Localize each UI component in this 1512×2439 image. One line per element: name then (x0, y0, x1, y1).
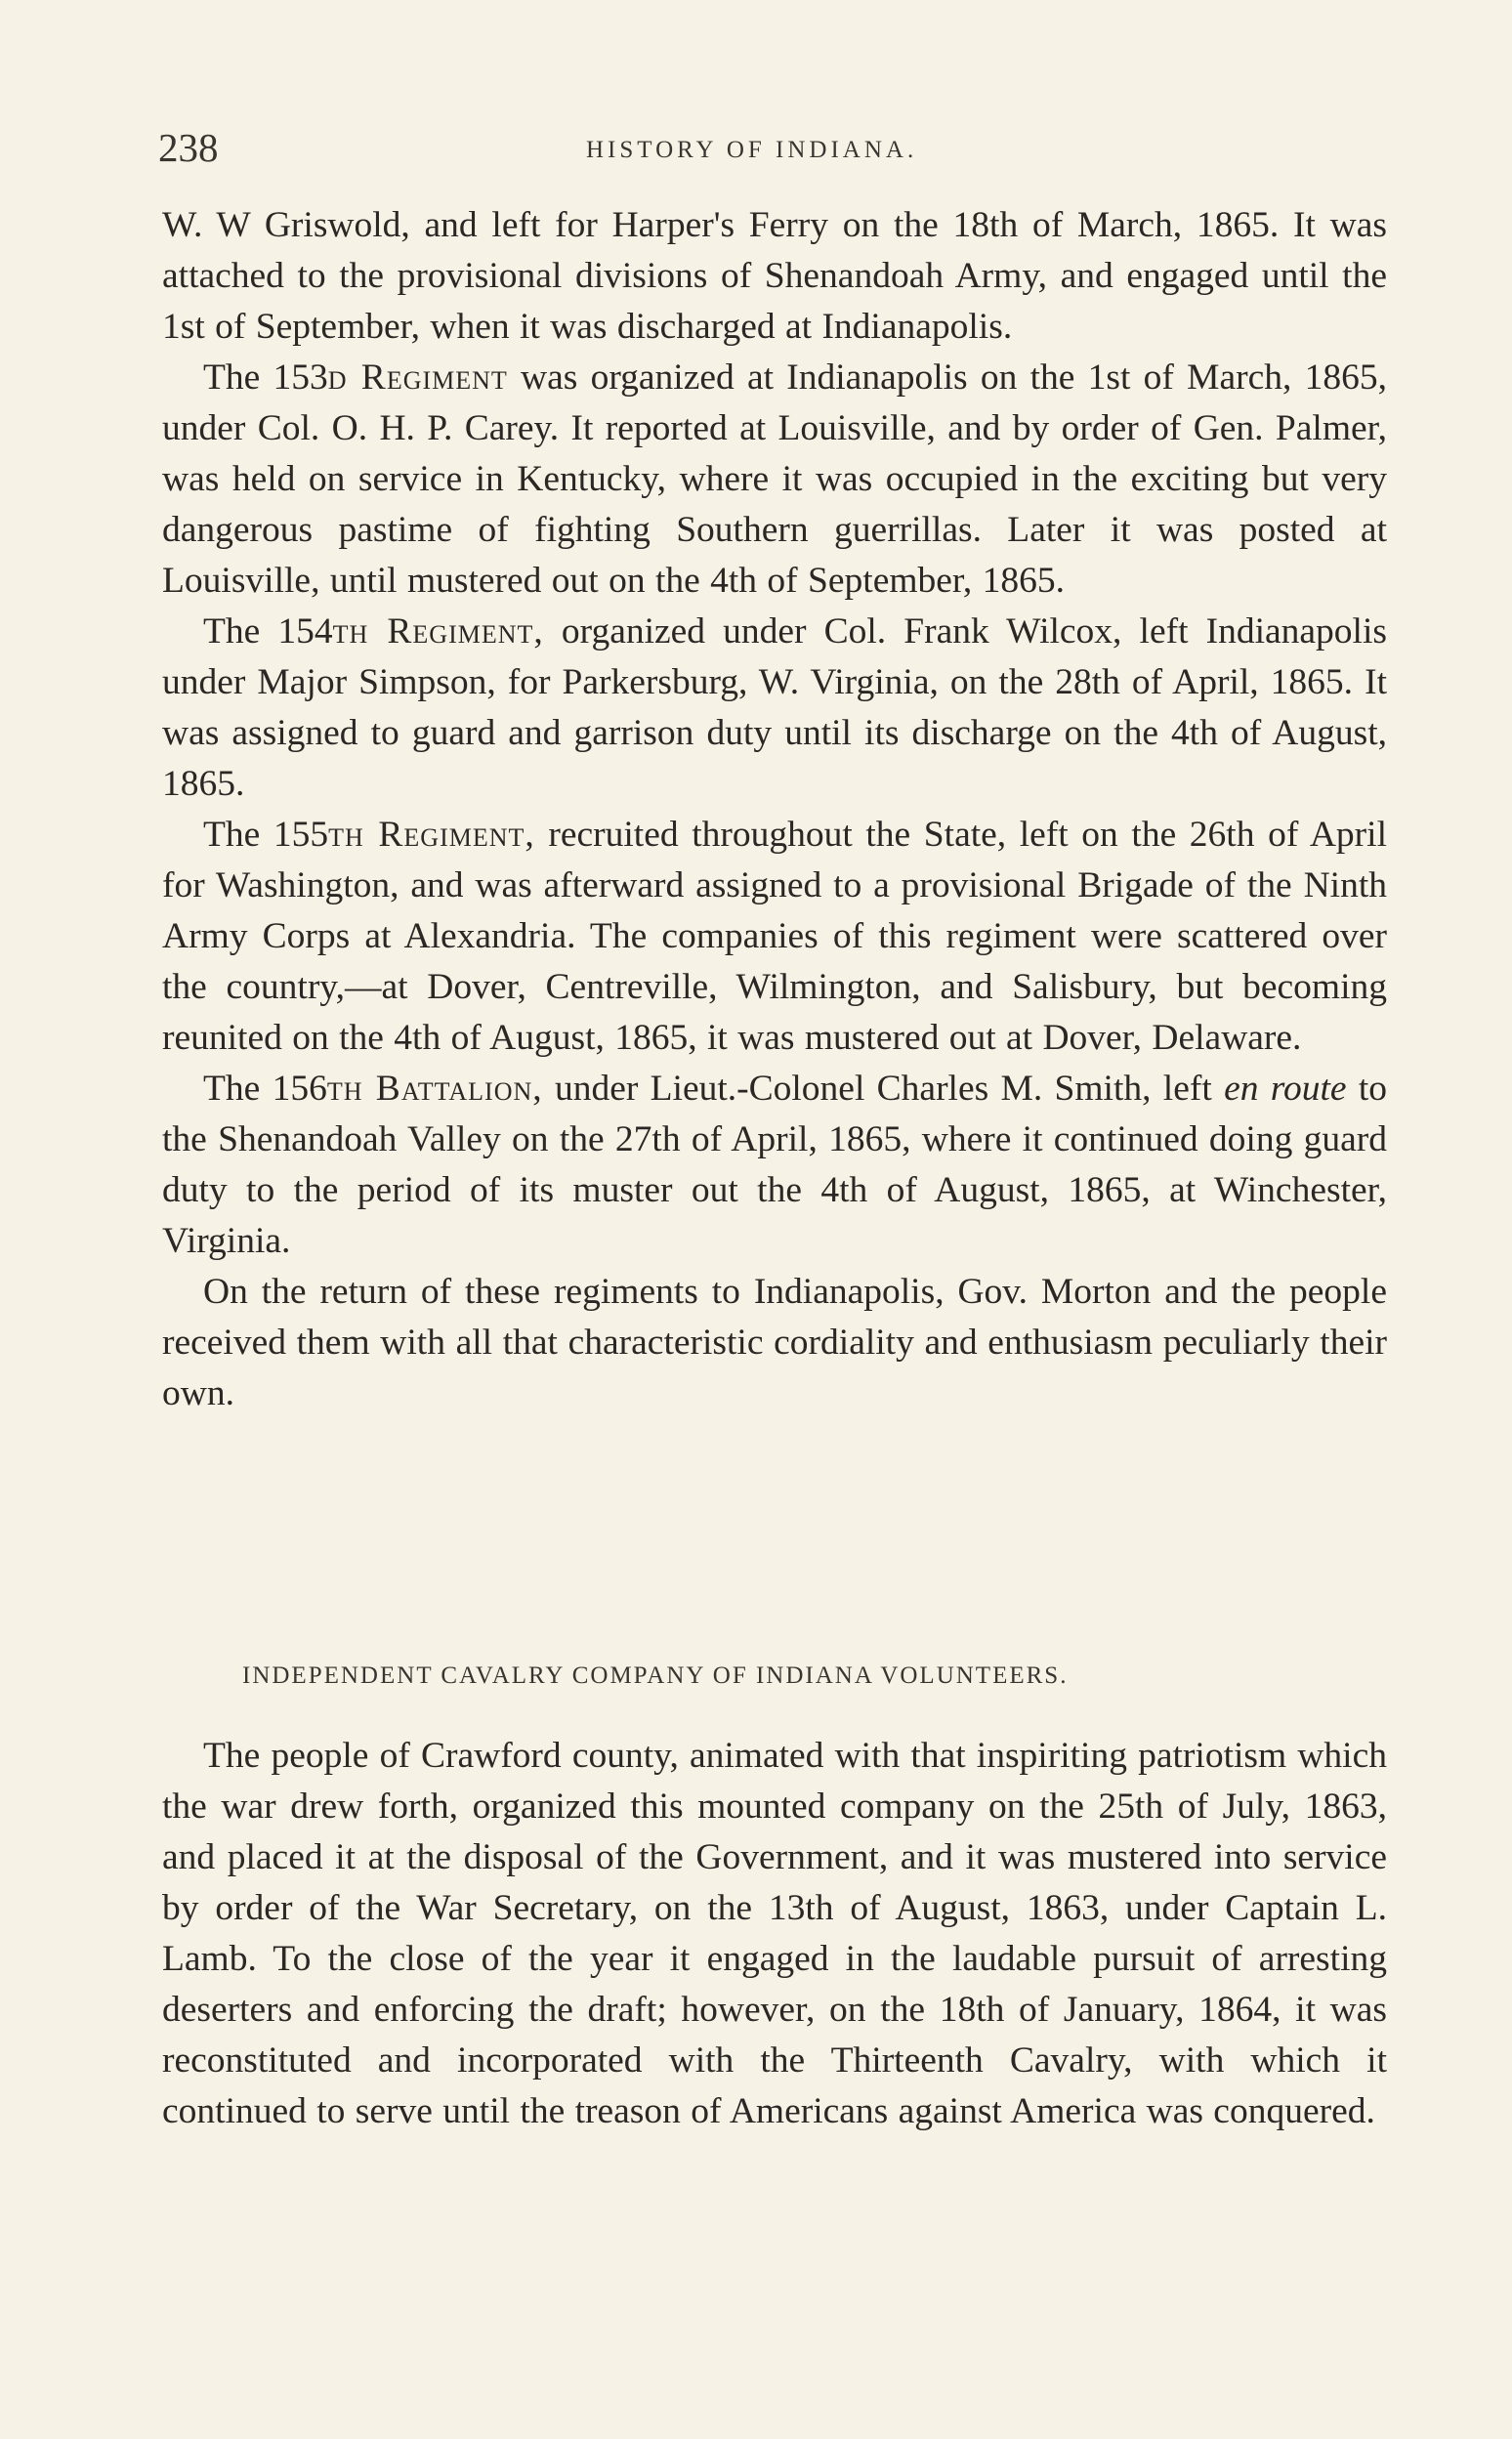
text-run: The 154 (203, 611, 333, 652)
paragraph-154th-regiment (162, 607, 1387, 810)
running-head: HISTORY OF INDIANA. (586, 137, 918, 163)
page-number: 238 (158, 125, 219, 170)
section-heading: INDEPENDENT CAVALRY COMPANY OF INDIANA VOLUNTEERS. (242, 1662, 1069, 1689)
paragraph-return (162, 1267, 1387, 1419)
text-run: to the Shenandoah Valley on the 27th of April, 1865, where it continued doing guard duty to the period of its muster out the 4th of August, 1865, at Winchester, Virginia. (162, 1069, 1388, 1261)
regiment-name: d Regiment (327, 357, 508, 398)
battalion-name: th Battalion, (326, 1069, 543, 1109)
page-header (156, 123, 1391, 172)
paragraph-155th-regiment (162, 810, 1387, 1064)
text-run: W. W Griswold, and left for Harper's Ferry on the 18th of March, 1865. It was attached to the provisional divisions of Shenandoah Army, and engaged until the 1st of September, when it was discharged at Indianapolis. (162, 205, 1387, 347)
text-run: The 156 (203, 1069, 327, 1109)
paragraph-153d-regiment (162, 353, 1387, 607)
regiment-name: th Regiment, (328, 815, 535, 855)
text-run: The 155 (203, 815, 329, 855)
italic-phrase: en route (1224, 1069, 1347, 1109)
text-run: On the return of these regiments to Indianapolis, Gov. Morton and the people received them with all that characteristic cordiality and enthusiasm peculiarly their own. (162, 1272, 1387, 1413)
main-text (162, 200, 1387, 1419)
paragraph-156th-battalion (162, 1064, 1387, 1267)
text-run: recruited throughout the State, left on the 26th of April for Washington, and was afterward assigned to a provisional Brigade of the Ninth Army Corps at Alexandria. The companies of this regiment were scattered over the country,—at Dover, Centreville, Wilmington, and Salisbury, but becoming reunited on the 4th of August, 1865, it was mustered out at Dover, Delaware. (162, 815, 1387, 1058)
text-run: under Lieut.-Colonel Charles M. Smith, left (542, 1069, 1225, 1109)
text-run: organized under Col. Frank Wilcox, left Indianapolis under Major Simpson, for Parkersburg, W. Virginia, on the 28th of April, 1865. It was assigned to guard and garrison duty until its discharge on the 4th of August, 1865. (162, 611, 1387, 804)
paragraph-crawford-county: The people of Crawford county, animated with that inspiriting patriotism which the war drew forth, organized this mounted company on the 25th of July, 1863, and placed it at the disposal of the Government, and it was mustered into service by order of the War Secretary, on the 13th of August, 1863, under Captain L. Lamb. To the close of the year it engaged in the laudable pursuit of arresting deserters and enforcing the draft; however, on the 18th of January, 1864, it was reconstituted and incorporated with the Thirteenth Cavalry, with which it continued to serve until the treason of Americans against America was conquered. (162, 1736, 1387, 2131)
section-text (162, 1731, 1387, 2137)
text-run: The 153 (203, 357, 328, 398)
regiment-name: th Regiment, (332, 611, 544, 652)
text-run: was organized at Indianapolis on the 1st of March, 1865, under Col. O. H. P. Carey. It reported at Louisville, and by order of Gen. Palmer, was held on service in Kentucky, where it was occupied in the exciting but very dangerous pastime of fighting Southern guerrillas. Later it was posted at Louisville, until mustered out on the 4th of September, 1865. (162, 357, 1387, 601)
paragraph-continuation (162, 200, 1387, 353)
